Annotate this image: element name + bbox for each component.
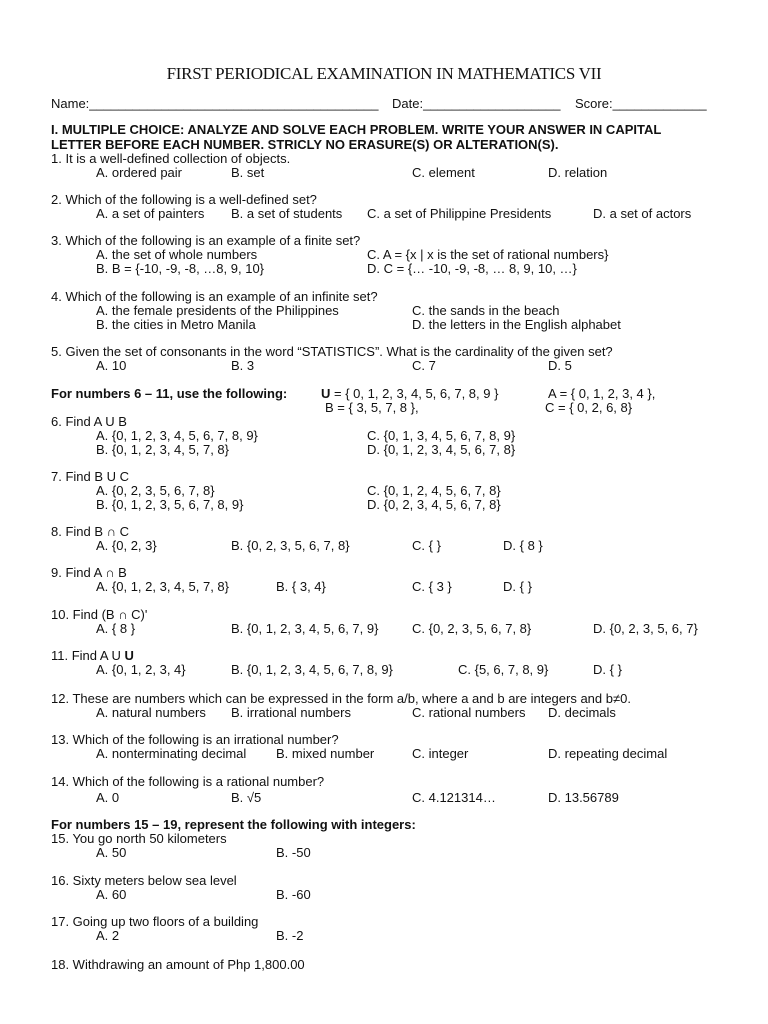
date-field: Date:___________________: [392, 96, 561, 111]
q4-choice-c: C. the sands in the beach: [412, 303, 560, 318]
set-a: A = { 0, 1, 2, 3, 4 },: [548, 386, 656, 401]
question-7: 7. Find B U C: [51, 469, 130, 484]
q6-choice-b: B. {0, 1, 2, 3, 4, 5, 7, 8}: [96, 442, 229, 457]
question-3: 3. Which of the following is an example of a finite set?: [51, 233, 361, 248]
q4-choice-d: D. the letters in the English alphabet: [412, 317, 621, 332]
q12-choice-d: D. decimals: [548, 705, 616, 720]
q2-choice-a: A. a set of painters: [96, 206, 205, 221]
question-13: 13. Which of the following is an irrational number?: [51, 732, 339, 747]
q16-choice-b: B. -60: [276, 887, 311, 902]
question-16: 16. Sixty meters below sea level: [51, 873, 237, 888]
q7-choice-c: C. {0, 1, 2, 4, 5, 6, 7, 8}: [367, 483, 501, 498]
q13-choice-b: B. mixed number: [276, 746, 375, 761]
q11-choice-c: C. {5, 6, 7, 8, 9}: [458, 662, 549, 677]
q12-choice-c: C. rational numbers: [412, 705, 526, 720]
q10-choice-a: A. { 8 }: [96, 621, 136, 636]
q14-choice-c: C. 4.121314…: [412, 790, 496, 805]
q16-choice-a: A. 60: [96, 887, 127, 902]
q9-choice-d: D. { }: [503, 579, 532, 594]
q15-choice-b: B. -50: [276, 845, 311, 860]
q5-choice-d: D. 5: [548, 358, 572, 373]
q17-choice-a: A. 2: [96, 928, 120, 943]
q8-choice-b: B. {0, 2, 3, 5, 6, 7, 8}: [231, 538, 350, 553]
score-field: Score:_____________: [575, 96, 707, 111]
question-9: 9. Find A ∩ B: [51, 565, 127, 580]
q13-choice-c: C. integer: [412, 746, 469, 761]
q4-choice-b: B. the cities in Metro Manila: [96, 317, 256, 332]
q12-choice-a: A. natural numbers: [96, 705, 206, 720]
question-8: 8. Find B ∩ C: [51, 524, 129, 539]
question-11-text: 11. Find A U: [51, 648, 121, 663]
integers-lead: For numbers 15 – 19, represent the following with integers:: [51, 817, 416, 832]
q8-choice-d: D. { 8 }: [503, 538, 543, 553]
question-6: 6. Find A U B: [51, 414, 127, 429]
q3-choice-a: A. the set of whole numbers: [96, 247, 258, 262]
q10-choice-c: C. {0, 2, 3, 5, 6, 7, 8}: [412, 621, 532, 636]
name-field: Name:________________________________________: [51, 96, 379, 111]
question-11-universal-set: U: [124, 648, 134, 663]
q6-choice-d: D. {0, 1, 2, 3, 4, 5, 6, 7, 8}: [367, 442, 516, 457]
question-2: 2. Which of the following is a well-defined set?: [51, 192, 317, 207]
q2-choice-d: D. a set of actors: [593, 206, 692, 221]
question-10: 10. Find (B ∩ C)': [51, 607, 148, 622]
q11-choice-d: D. { }: [593, 662, 622, 677]
q1-choice-a: A. ordered pair: [96, 165, 182, 180]
q8-choice-c: C. { }: [412, 538, 441, 553]
q2-choice-c: C. a set of Philippine Presidents: [367, 206, 552, 221]
q1-choice-c: C. element: [412, 165, 475, 180]
q3-choice-b: B. B = {-10, -9, -8, …8, 9, 10}: [96, 261, 265, 276]
q8-choice-a: A. {0, 2, 3}: [96, 538, 157, 553]
exam-title: FIRST PERIODICAL EXAMINATION IN MATHEMATICS VII: [166, 64, 602, 83]
q7-choice-d: D. {0, 2, 3, 4, 5, 6, 7, 8}: [367, 497, 501, 512]
q3-choice-d: D. C = {… -10, -9, -8, … 8, 9, 10, …}: [367, 261, 577, 276]
set-c: C = { 0, 2, 6, 8}: [545, 400, 633, 415]
q5-choice-c: C. 7: [412, 358, 436, 373]
question-1: 1. It is a well-defined collection of objects.: [51, 151, 291, 166]
q1-choice-b: B. set: [231, 165, 265, 180]
q6-choice-a: A. {0, 1, 2, 3, 4, 5, 6, 7, 8, 9}: [96, 428, 258, 443]
q10-choice-b: B. {0, 1, 2, 3, 4, 5, 6, 7, 9}: [231, 621, 379, 636]
set-u-values: = { 0, 1, 2, 3, 4, 5, 6, 7, 8, 9 }: [334, 386, 499, 401]
question-17: 17. Going up two floors of a building: [51, 914, 259, 929]
set-u: [321, 386, 498, 401]
q14-choice-d: D. 13.56789: [548, 790, 619, 805]
q7-choice-b: B. {0, 1, 2, 3, 5, 6, 7, 8, 9}: [96, 497, 244, 512]
q11-choice-a: A. {0, 1, 2, 3, 4}: [96, 662, 186, 677]
set-u-label: U: [321, 386, 331, 401]
sets-lead: For numbers 6 – 11, use the following:: [51, 386, 288, 401]
question-11: [51, 648, 134, 663]
q13-choice-d: D. repeating decimal: [548, 746, 668, 761]
q10-choice-d: D. {0, 2, 3, 5, 6, 7}: [593, 621, 698, 636]
q17-choice-b: B. -2: [276, 928, 304, 943]
q15-choice-a: A. 50: [96, 845, 127, 860]
q13-choice-a: A. nonterminating decimal: [96, 746, 247, 761]
question-14: 14. Which of the following is a rational number?: [51, 774, 325, 789]
q9-choice-a: A. {0, 1, 2, 3, 4, 5, 7, 8}: [96, 579, 229, 594]
set-b: B = { 3, 5, 7, 8 },: [325, 400, 419, 415]
q2-choice-b: B. a set of students: [231, 206, 343, 221]
q12-choice-b: B. irrational numbers: [231, 705, 351, 720]
q9-choice-b: B. { 3, 4}: [276, 579, 326, 594]
question-18: 18. Withdrawing an amount of Php 1,800.00: [51, 957, 305, 972]
question-12: 12. These are numbers which can be expressed in the form a/b, where a and b are integers and b≠0.: [51, 691, 631, 706]
q6-choice-c: C. {0, 1, 3, 4, 5, 6, 7, 8, 9}: [367, 428, 516, 443]
q1-choice-d: D. relation: [548, 165, 608, 180]
q9-choice-c: C. { 3 }: [412, 579, 452, 594]
q7-choice-a: A. {0, 2, 3, 5, 6, 7, 8}: [96, 483, 215, 498]
question-15: 15. You go north 50 kilometers: [51, 831, 227, 846]
q3-choice-c: C. A = {x | x is the set of rational numbers}: [367, 247, 609, 262]
instructions-line-2: LETTER BEFORE EACH NUMBER. STRICLY NO ERASURE(S) OR ALTERATION(S).: [51, 137, 559, 152]
q4-choice-a: A. the female presidents of the Philippines: [96, 303, 339, 318]
q5-choice-b: B. 3: [231, 358, 255, 373]
q11-choice-b: B. {0, 1, 2, 3, 4, 5, 6, 7, 8, 9}: [231, 662, 393, 677]
q14-choice-a: A. 0: [96, 790, 120, 805]
question-5: 5. Given the set of consonants in the word “STATISTICS”. What is the cardinality of the given set?: [51, 344, 613, 359]
question-4: 4. Which of the following is an example of an infinite set?: [51, 289, 378, 304]
q5-choice-a: A. 10: [96, 358, 127, 373]
instructions-line-1: I. MULTIPLE CHOICE: ANALYZE AND SOLVE EACH PROBLEM. WRITE YOUR ANSWER IN CAPITAL: [51, 122, 662, 137]
q14-choice-b: B. √5: [231, 790, 262, 805]
